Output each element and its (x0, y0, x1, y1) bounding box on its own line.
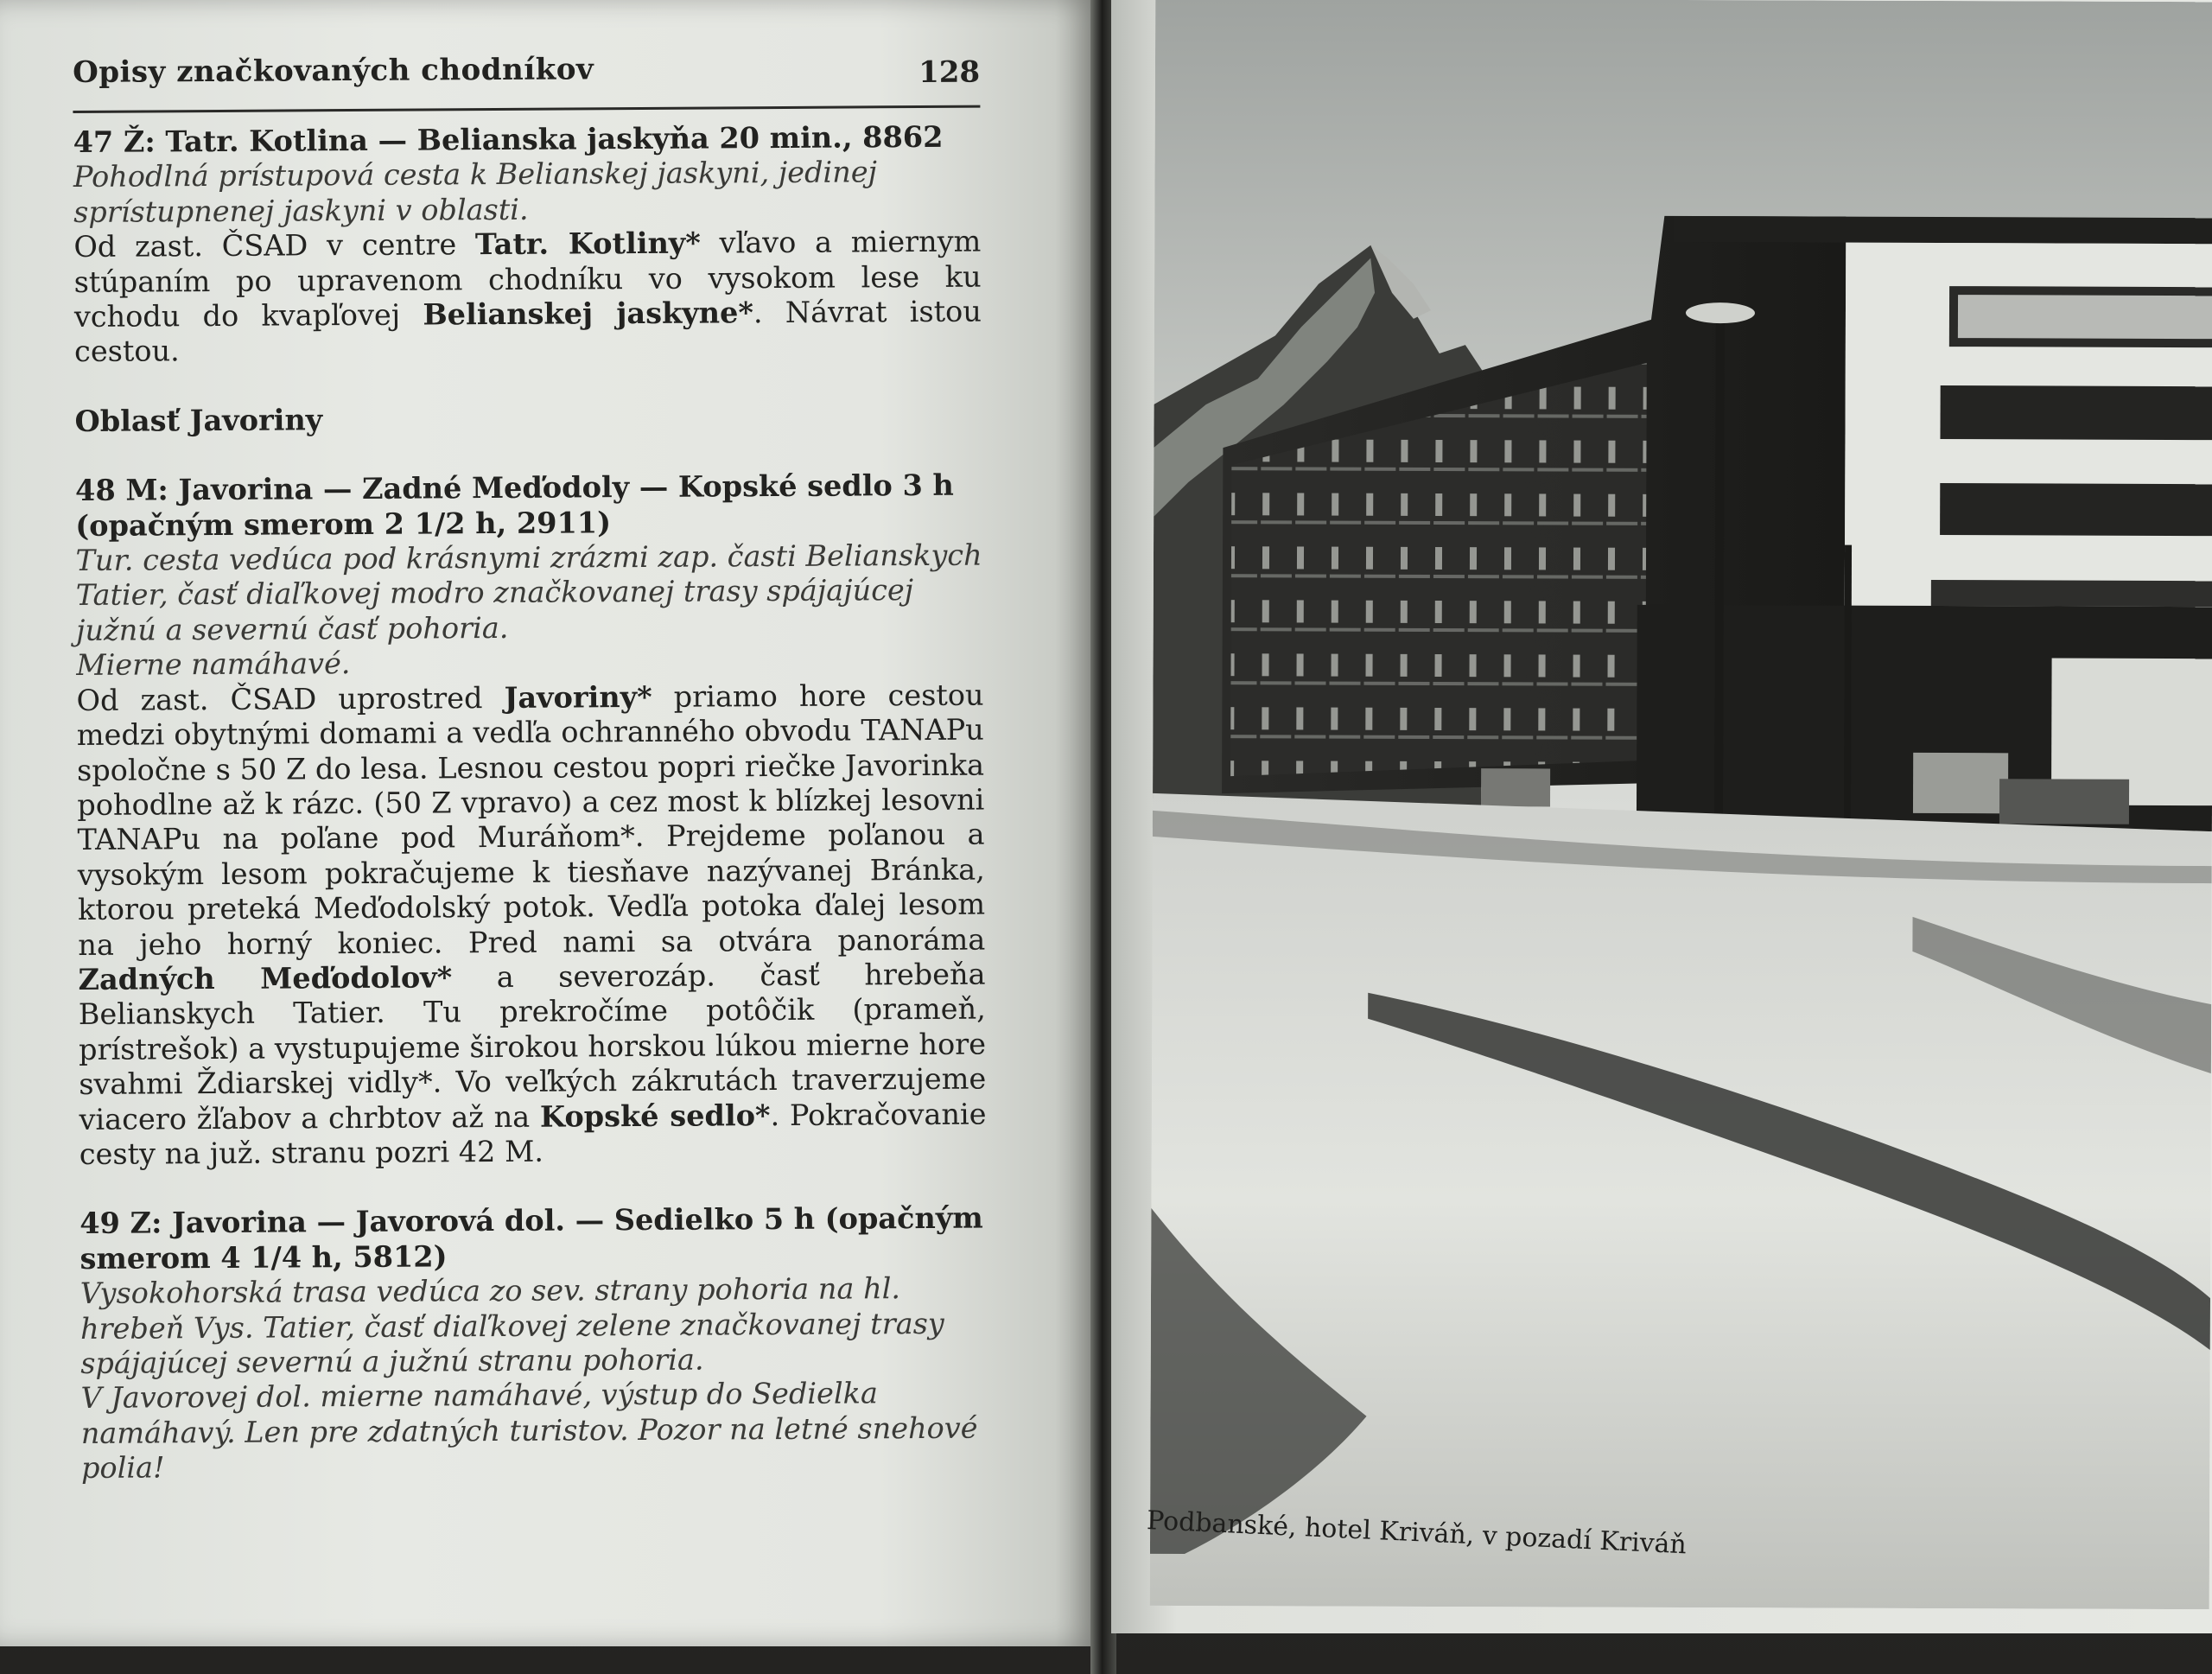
hotel-window-band-2 (1940, 385, 2212, 440)
hotel-photo (1150, 0, 2212, 1609)
photo-caption: Podbanské, hotel Kriváň, v pozadí Kriváň (1146, 1505, 1688, 1561)
route-49 (79, 1201, 988, 1486)
route-48-description: Tur. cesta vedúca pod krásnymi zrázmi zap. časti Belianskych Tatier, časť diaľkovej modro značkovanej trasy spájajúcej južnú a severnú časť pohoria. (75, 538, 982, 647)
route-47-description: Pohodlná prístupová cesta k Belianskej jaskyni, jedinej sprístupnenej jaskyni v oblasti. (73, 155, 878, 229)
parked-car (1999, 779, 2129, 824)
parked-car-2 (1481, 768, 1550, 806)
hotel-roof (1673, 216, 2212, 244)
parked-van (1913, 753, 2008, 813)
route-48-title: 48 M: Javorina — Zadné Meďodoly — Kopské sedlo 3 h (opačným smerom 2 1/2 h, 2911) (74, 468, 954, 543)
route-48 (75, 468, 987, 1173)
route-47-text: Od zast. ČSAD v centre Tatr. Kotliny* vľavo a miernym stúpaním po upravenom chodníku vo vysokom lese ku vchodu do kvapľovej Belianskej jaskyne*. Návrat istou cestou. (73, 224, 982, 369)
route-48-text: Od zast. ČSAD uprostred Javoriny* priamo hore cestou medzi obytnými domami a vedľa ochranného obvodu TANAPu spoločne s 50 Z do lesa. Lesnou cestou popri riečke Javorinka pohodlne až k rázc. (50 Z vpravo) a cez most k blízkej lesovni TANAPu na poľane pod Muráňom*. Prejdeme poľanou a vysokým lesom pokračujeme k tiesňave nazývanej Bránka, ktorou preteká Meďodolský potok. Vedľa potoka ďalej lesom na jeho horný koniec. Pred nami sa otvára panoráma Zadných Meďodolov* a severozáp. časť hrebeňa Belianskych Tatier. Tu prekročíme potôčik (prameň, prístrešok) a vystupujeme širokou horskou lúkou mierne hore svahmi Ždiarskej vidly*. Vo veľkých zákrutách traverzujeme viacero žľabov a chrbtov až na Kopské sedlo*. Pokračovanie cesty na juž. stranu pozri 42 M. (76, 678, 987, 1171)
hotel-window-band-3 (1940, 483, 2212, 536)
page-number: 128 (918, 54, 981, 91)
route-49-difficulty: V Javorovej dol. mierne namáhavé, výstup do Sedielka namáhavý. Len pre zdatných turistov. Pozor na letné snehové polia! (80, 1376, 978, 1486)
running-header (73, 47, 980, 113)
section-title-javorina: Oblasť Javoriny (74, 403, 323, 438)
route-49-title: 49 Z: Javorina — Javorová dol. — Sedielko 5 h (opačným smerom 4 1/4 h, 5812) (79, 1200, 983, 1276)
street-lamp-pole-2 (1844, 545, 1852, 839)
left-page (0, 0, 1099, 1646)
route-48-difficulty: Mierne namáhavé. (76, 646, 351, 683)
right-page (1111, 0, 2212, 1633)
running-header-title: Opisy značkovaných chodníkov (73, 52, 594, 90)
left-page-text (73, 47, 988, 1486)
route-47-title: 47 Ž: Tatr. Kotlina — Belianska jaskyňa 20 min., 8862 (73, 119, 944, 159)
hotel-window-band-1-glass (1958, 295, 2212, 339)
route-47 (73, 120, 982, 370)
snowy-ground (1150, 793, 2212, 1609)
hotel-window-band-4 (1931, 580, 2212, 607)
route-49-description: Vysokohorská trasa vedúca zo sev. strany pohoria na hl. hrebeň Vys. Tatier, časť diaľkovej zelene značkovanej trasy spájajúcej severnú a južnú stranu pohoria. (79, 1271, 944, 1380)
